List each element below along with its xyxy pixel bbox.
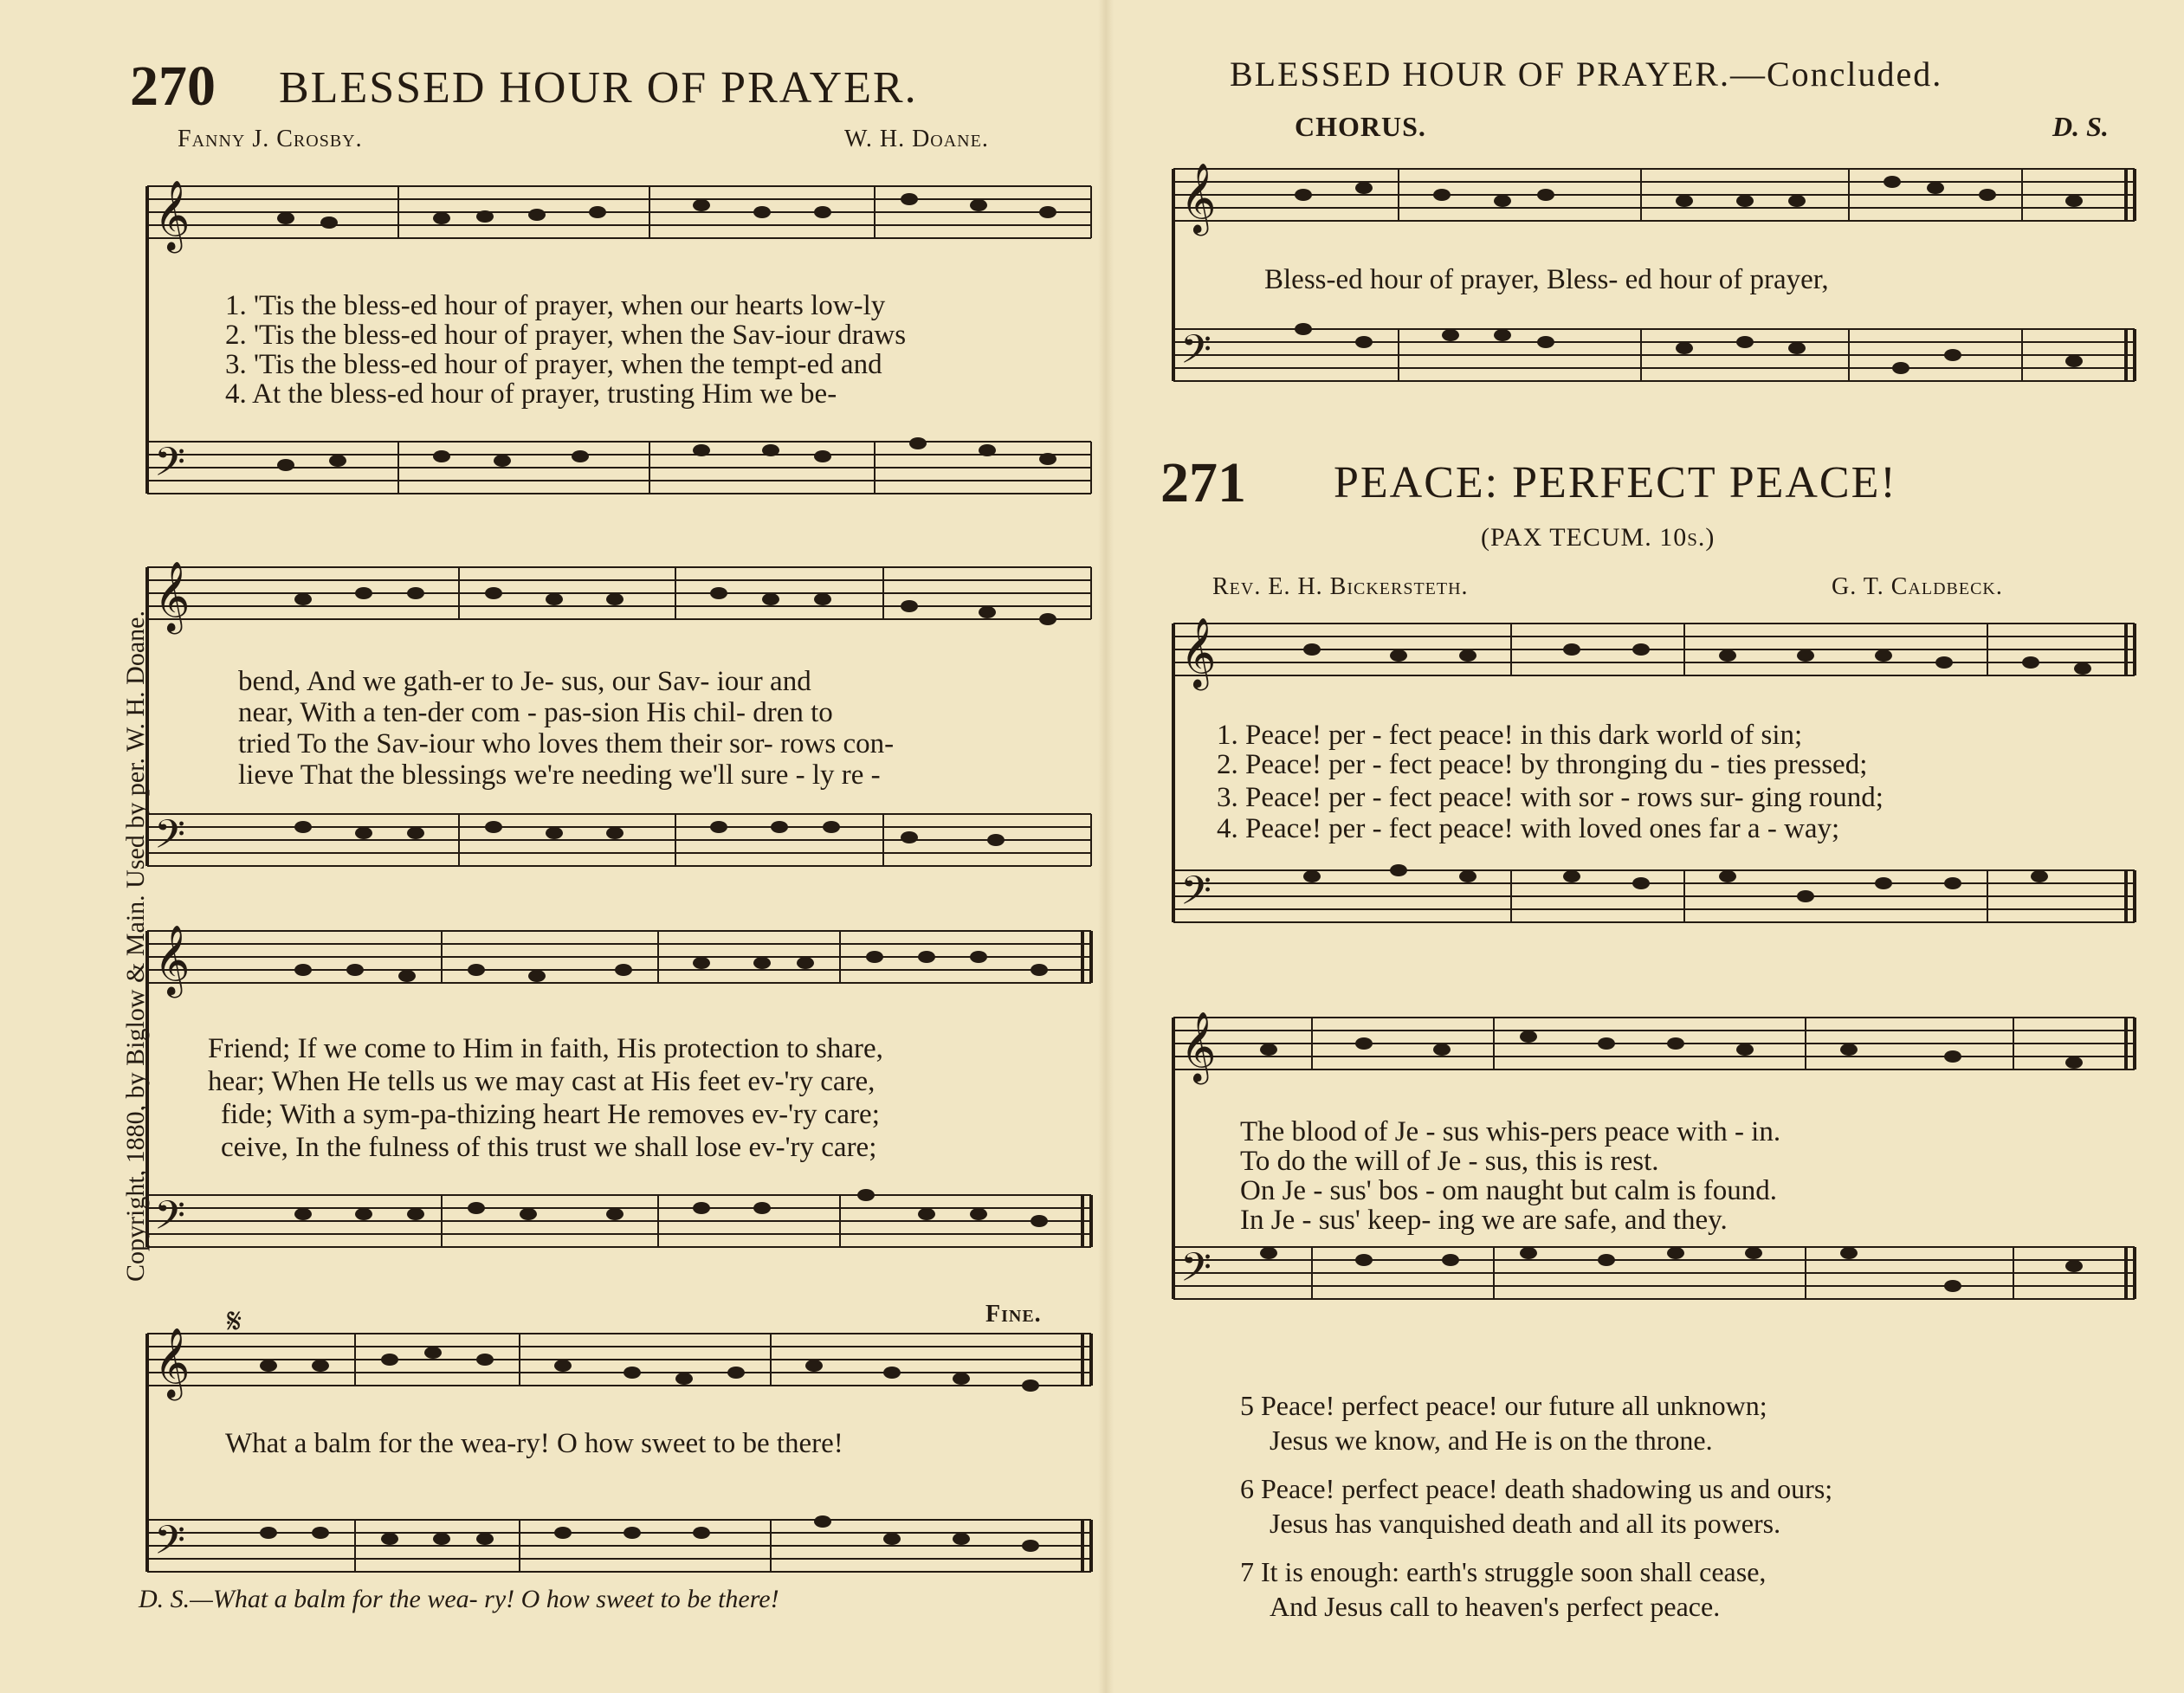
svg-text:𝄢: 𝄢 xyxy=(1180,869,1212,923)
svg-text:𝄢: 𝄢 xyxy=(154,441,186,494)
svg-text:𝄢: 𝄢 xyxy=(1180,1246,1212,1300)
lyric-line-2-4: lieve That the blessings we're needing we'll sure - ly re - xyxy=(238,759,881,791)
composer-credit-270: W. H. Doane. xyxy=(844,126,989,152)
fine-marking: Fine. xyxy=(985,1301,1042,1328)
verse-6-line-2: Jesus has vanquished death and all its powers. xyxy=(1270,1508,1781,1539)
lyric-line-2-3: tried To the Sav-iour who loves them their sor- rows con- xyxy=(238,728,895,759)
hymn-number-271: 271 xyxy=(1160,451,1246,514)
lyric-line-3-2: hear; When He tells us we may cast at His feet ev-'ry care, xyxy=(208,1066,876,1097)
author-credit-270: Fanny J. Crosby. xyxy=(178,126,363,152)
lyric-line-3-1: Friend; If we come to Him in faith, His protection to share, xyxy=(208,1033,883,1064)
svg-text:𝄞: 𝄞 xyxy=(154,183,191,249)
lyric-line-2-1: bend, And we gath-er to Je- sus, our Sav- iour and xyxy=(238,666,811,697)
lyric-line-4: What a balm for the wea-ry! O how sweet to be there! xyxy=(225,1428,843,1459)
lyric-line-1-4: 4. At the bless-ed hour of prayer, trusting Him we be- xyxy=(225,378,837,410)
tune-name: (PAX TECUM. 10s.) xyxy=(1481,523,1716,552)
segno-sign: 𝄋 xyxy=(227,1302,242,1341)
verse-5-line-2: Jesus we know, and He is on the throne. xyxy=(1270,1425,1713,1456)
verse-5-line-1: 5 Peace! perfect peace! our future all unknown; xyxy=(1240,1390,1767,1421)
ds-mark: D. S. xyxy=(2052,111,2109,142)
hymn-title-270: BLESSED HOUR OF PRAYER. xyxy=(279,63,918,113)
composer-credit-271: G. T. Caldbeck. xyxy=(1832,573,2003,600)
svg-text:𝄢: 𝄢 xyxy=(154,813,186,867)
svg-text:𝄞: 𝄞 xyxy=(1180,620,1217,687)
copyright-side-credit: Copyright, 1880, by Biglow & Main. Used by per. W. H. Doane. xyxy=(121,611,150,1282)
verse-7-line-1: 7 It is enough: earth's struggle soon shall cease, xyxy=(1240,1556,1767,1587)
svg-text:𝄞: 𝄞 xyxy=(1180,165,1217,232)
hymn-title-271: PEACE: PERFECT PEACE! xyxy=(1334,458,1897,507)
lyric-line-1-2: 2. 'Tis the bless-ed hour of prayer, when the Sav-iour draws xyxy=(225,320,907,351)
lyric-271-line-2-3: On Je - sus' bos - om naught but calm is found. xyxy=(1240,1175,1778,1206)
svg-text:𝄞: 𝄞 xyxy=(154,564,191,630)
music-system-4 xyxy=(130,1321,1100,1598)
svg-text:𝄢: 𝄢 xyxy=(154,1194,186,1248)
lyric-line-3-4: ceive, In the fulness of this trust we shall lose ev-'ry care; xyxy=(221,1132,877,1163)
verse-6-line-1: 6 Peace! perfect peace! death shadowing us and ours; xyxy=(1240,1473,1833,1504)
lyric-line-1-1: 1. 'Tis the bless-ed hour of prayer, when our hearts low-ly xyxy=(225,290,886,321)
svg-text:𝄞: 𝄞 xyxy=(1180,1014,1217,1081)
svg-text:𝄢: 𝄢 xyxy=(154,1519,186,1573)
page-gutter xyxy=(1098,0,1114,1693)
lyric-271-line-2-4: In Je - sus' keep- ing we are safe, and they. xyxy=(1240,1205,1728,1236)
chorus-lyric-line: Bless-ed hour of prayer, Bless- ed hour of prayer, xyxy=(1264,264,1829,295)
lyric-line-1-3: 3. 'Tis the bless-ed hour of prayer, when the tempt-ed and xyxy=(225,349,882,380)
svg-text:𝄢: 𝄢 xyxy=(1180,328,1212,382)
lyric-line-3-3: fide; With a sym-pa-thizing heart He removes ev-'ry care; xyxy=(221,1099,880,1130)
author-credit-271: Rev. E. H. Bickersteth. xyxy=(1212,573,1469,600)
lyric-271-line-2-1: The blood of Je - sus whis-pers peace with - in. xyxy=(1240,1116,1781,1147)
ds-footnote: D. S.—What a balm for the wea- ry! O how sweet to be there! xyxy=(139,1585,779,1613)
lyric-271-line-2-2: To do the will of Je - sus, this is rest. xyxy=(1240,1146,1659,1177)
lyric-271-line-1-1: 1. Peace! per - fect peace! in this dark world of sin; xyxy=(1217,720,1803,751)
svg-text:𝄞: 𝄞 xyxy=(154,927,191,994)
svg-text:𝄞: 𝄞 xyxy=(154,1330,191,1397)
lyric-271-line-1-4: 4. Peace! per - fect peace! with loved ones far a - way; xyxy=(1217,813,1840,844)
lyric-271-line-1-2: 2. Peace! per - fect peace! by thronging du - ties pressed; xyxy=(1217,749,1868,780)
concluded-title: BLESSED HOUR OF PRAYER.—Concluded. xyxy=(1230,55,1943,94)
verse-7-line-2: And Jesus call to heaven's perfect peace. xyxy=(1270,1591,1721,1622)
lyric-line-2-2: near, With a ten-der com - pas-sion His chil- dren to xyxy=(238,697,833,728)
hymn-number-270: 270 xyxy=(130,55,216,118)
chorus-label: CHORUS. xyxy=(1295,111,1426,142)
lyric-271-line-1-3: 3. Peace! per - fect peace! with sor - rows sur- ging round; xyxy=(1217,782,1884,813)
